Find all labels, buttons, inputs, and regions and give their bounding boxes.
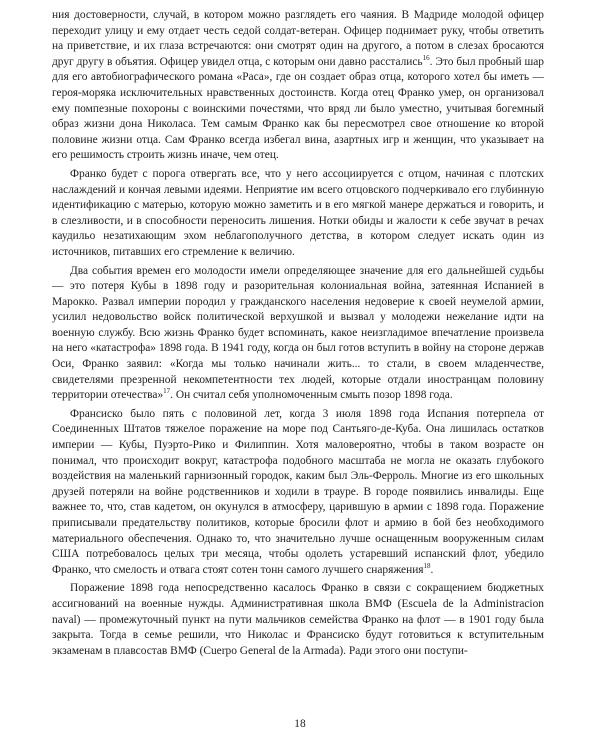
page-number: 18 [294, 718, 306, 730]
paragraph-1: ния достоверности, случай, в котором можно разглядеть его чаяния. В Мадриде молодой офицер переходит улицу и ему отдает честь седой солдат-ветеран. Офицер поднимает руку, чтобы ответить на приветствие, и их глаза встречаются: они смотрят один на другого, а потом в слезах бросаются друг другу в объятия. Офицер увидел отца, с которым они давно расстались$^{16}$. Это был пробный шар для его автобиографического романа «Раса», где он создает образ отца, которого хотел бы иметь — героя-моряка исключительных нравственных достоинств. Когда отец Франко умер, он организовал ему помпезные похороны с воинскими почестями, что вряд ли было уместно, учитывая богемный образ жизни дона Николаса. Тем самым Франко как бы пересмотрел свое отношение ко второй половине жизни отца. Сам Франко всегда избегал вина, азартных игр и женщин, что указывает на его решимость строить жизнь иначе, чем отец. [52, 9, 545, 162]
paragraph-3: Два события времен его молодости имели определяющее значение для его дальнейшей судьбы — это потеря Кубы в 1898 году и разорительная колониальная война, затеянная Испанией в Марокко. Развал империи породил у гражданского населения недоверие к своей неумелой армии, усилил недовольство войск политической верхушкой и вызвал у молодежи нежелание идти на военную службу. Всю жизнь Франко будет вспоминать, какое неизгладимое впечатление произвела на него «катастрофа» 1898 года. В 1941 году, когда он был готов вступить в войну на стороне держав Оси, Франко заявил: «Когда мы только начинали жить... то стали, в своем младенчестве, свидетелями презренной некомпетентности тех людей, которые отдали иностранцам половину территории отечества»$^{17}$. Он считал себя уполномоченным смыть позор 1898 года. [52, 264, 544, 402]
footnote-ref-16[interactable]: 16 [422, 53, 430, 62]
paragraph-5: Поражение 1898 года непосредственно касалось Франко в связи с сокращением бюджетных ассигнований на военные нужды. Административная школа ВМФ (Escuela de la Administracion naval) — промежуточный пункт на пути мальчиков семейства Франко на флот — в 1901 году была закрыта. Тогда в семье решили, что Николас и Франсиско будут готовиться к вступительным экзаменам в плавсостав ВМФ (Cuerpo General de la Armada). Ради этого они поступи- [52, 582, 544, 657]
paragraph-2: Франко будет с порога отвергать все, что у него ассоциируется с отцом, начиная с плотских наслаждений и кончая левыми идеями. Неприятие им всего отцовского подчеркивало его глубинную идентификацию с матерью, которую можно заметить и в его мягкой манере держаться и говорить, и в слезливости, и в способности переносить лишения. Нотки обиды и жалости к себе звучат в речах каудильо незатихающим эхом неблагополучного детства, в котором следует искать один из источников, питавших его стремление к величию. [52, 167, 544, 258]
paragraph-4: Франсиско было пять с половиной лет, когда 3 июля 1898 года Испания потерпела от Соединенных Штатов тяжелое поражение на море под Сантьяго-де-Куба. Она лишилась остатков империи — Кубы, Пуэрто-Рико и Филиппин. Хотя маловероятно, чтобы в таком возрасте он понимал, что происходит вокруг, катастрофа подобного масштаба не могла не оказать глубокого воздействия на маленький гарнизонный городок, каким был Эль-Ферроль. Многие из его школьных друзей потеряли на войне родственников и ходили в трауре. В городе появились инвалиды. Еще важнее то, что, став кадетом, он окунулся в атмосферу, царившую в армии с 1898 года. Поражение приписывали предательству политиков, которые бросили флот и армию в бой без необходимого материального обеспечения. Однако то, что значительно лучше оснащенным вооруженным силам США потребовалось целых три месяца, чтобы одолеть устаревший испанский флот, убедило Франко, что смелость и отвага стоят сотен тонн самого лучшего снаряжения$^{18}$. [52, 407, 544, 576]
page-body [52, 8, 544, 662]
footnote-ref-18[interactable]: 18 [423, 561, 431, 570]
footnote-ref-17[interactable]: 17 [163, 387, 171, 396]
